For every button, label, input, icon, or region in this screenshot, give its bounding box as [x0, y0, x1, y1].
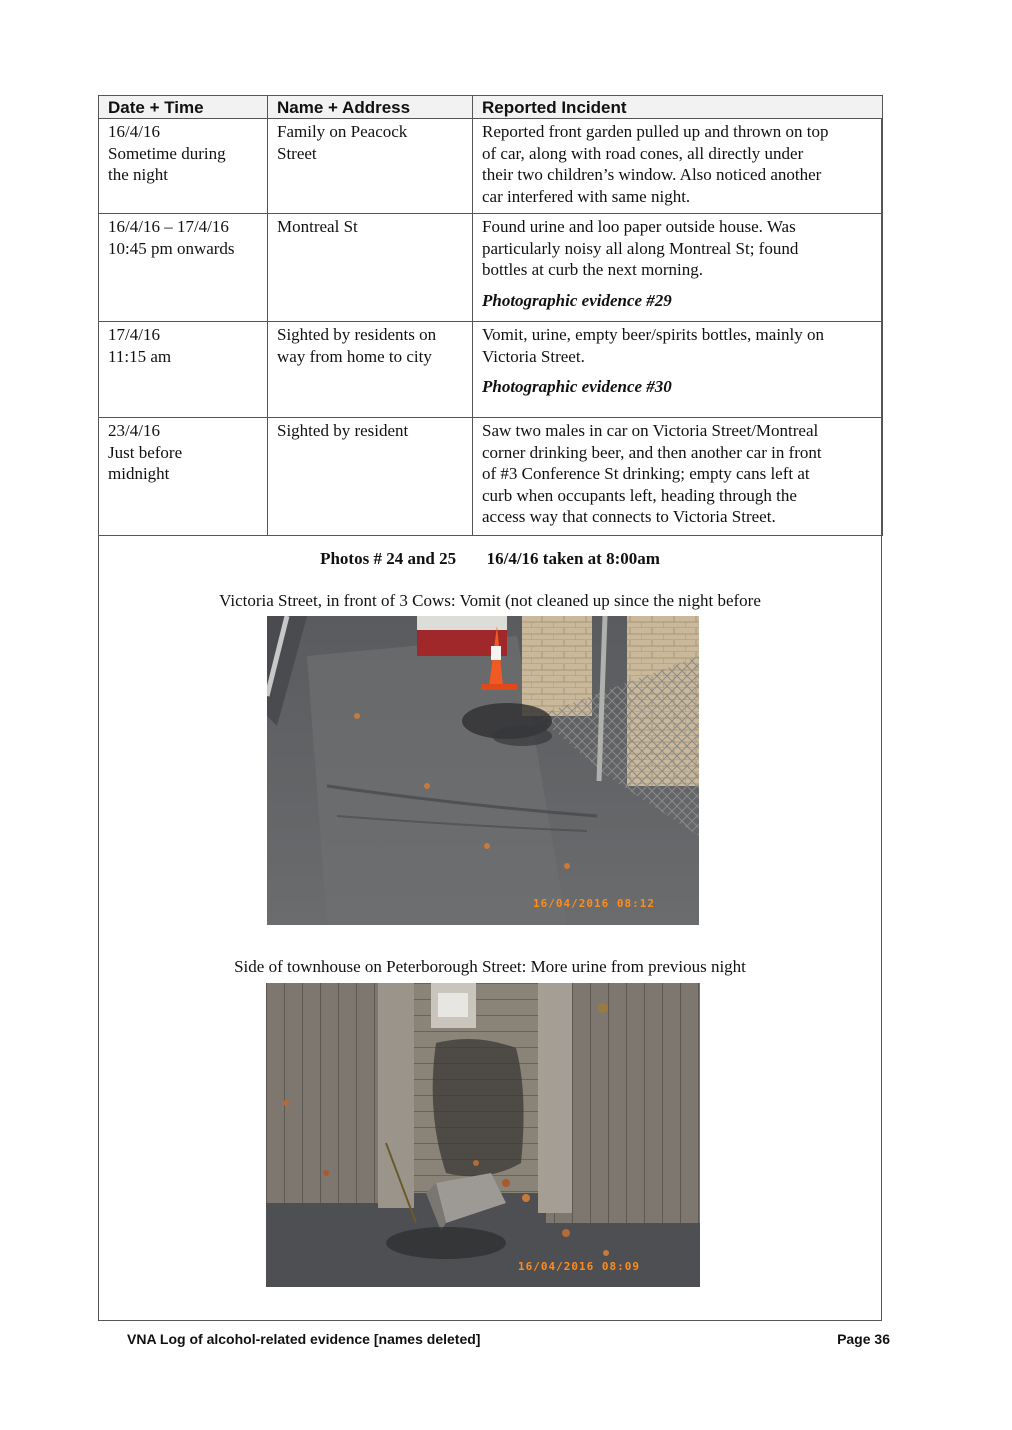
incident-line: of #3 Conference St drinking; empty cans left at: [482, 464, 810, 483]
name-line: Montreal St: [277, 217, 358, 236]
table-row: [99, 418, 883, 536]
photographic-evidence-label: Photographic evidence #29: [482, 290, 672, 310]
name-line: Family on Peacock: [277, 122, 408, 141]
incident-line: bottles at curb the next morning.: [482, 260, 703, 279]
table-row: [99, 322, 883, 418]
cell-incident: [473, 119, 883, 214]
date-line: 10:45 pm onwards: [108, 238, 235, 258]
table-row: [99, 214, 883, 322]
sidewalk-photo-illustration: [267, 616, 699, 925]
table-row: [99, 119, 883, 214]
cell-name: [268, 322, 473, 418]
date-line: Just before: [108, 442, 183, 462]
incident-line: corner drinking beer, and then another car in front: [482, 442, 822, 462]
cell-name: [268, 119, 473, 214]
photo2-caption: Side of townhouse on Peterborough Street: More urine from previous night: [234, 957, 746, 976]
name-line: Sighted by residents on: [277, 325, 437, 344]
date-line: 17/4/16: [108, 325, 160, 344]
name-line: way from home to city: [277, 346, 432, 366]
header-name-address: Name + Address: [268, 96, 473, 119]
townhouse-photo-illustration: [266, 983, 700, 1287]
photo1-timestamp: 16/04/2016 08:12: [533, 897, 655, 910]
cell-date: [99, 214, 268, 322]
photo-peterborough-street: [266, 983, 700, 1287]
cell-name: [268, 418, 473, 536]
header-reported-incident: Reported Incident: [473, 96, 883, 119]
date-line: the night: [108, 165, 168, 184]
incident-line: Vomit, urine, empty beer/spirits bottles, mainly on: [482, 325, 825, 344]
date-line: 23/4/16: [108, 421, 160, 440]
date-line: midnight: [108, 464, 170, 483]
date-line: 11:15 am: [108, 346, 172, 366]
footer-page-number: Page 36: [837, 1331, 890, 1347]
incident-line: car interfered with same night.: [482, 186, 691, 206]
cell-incident: [473, 214, 883, 322]
name-line: Sighted by resident: [277, 421, 409, 440]
header-date-time: Date + Time: [99, 96, 268, 119]
date-line: Sometime during: [108, 143, 226, 163]
photo-victoria-street: [267, 616, 699, 925]
table-header-row: [99, 96, 883, 119]
incident-line: Victoria Street.: [482, 346, 585, 366]
photo1-caption: Victoria Street, in front of 3 Cows: Vomit (not cleaned up since the night before: [219, 591, 761, 610]
incident-table: [98, 95, 883, 536]
name-line: Street: [277, 143, 317, 163]
photos-heading-left: Photos # 24 and 25: [320, 549, 457, 568]
photos-heading: [98, 549, 882, 569]
incident-line: access way that connects to Victoria Street.: [482, 507, 776, 526]
incident-line: of car, along with road cones, all directly under: [482, 143, 804, 163]
cell-incident: [473, 322, 883, 418]
incident-line: Found urine and loo paper outside house. Was: [482, 217, 796, 236]
cell-name: [268, 214, 473, 322]
footer-document-title: VNA Log of alcohol-related evidence [names deleted]: [127, 1331, 481, 1347]
photographic-evidence-label: Photographic evidence #30: [482, 377, 672, 396]
incident-line: their two children’s window. Also noticed another: [482, 165, 822, 184]
date-line: 16/4/16 – 17/4/16: [108, 217, 229, 236]
incident-line: Reported front garden pulled up and thrown on top: [482, 122, 829, 141]
incident-line: curb when occupants left, heading through the: [482, 485, 797, 505]
incident-line: particularly noisy all along Montreal St; found: [482, 238, 799, 258]
cell-date: [99, 322, 268, 418]
photo2-timestamp: 16/04/2016 08:09: [518, 1260, 640, 1273]
cell-date: [99, 119, 268, 214]
cell-date: [99, 418, 268, 536]
incident-line: Saw two males in car on Victoria Street/Montreal: [482, 421, 819, 440]
date-line: 16/4/16: [108, 122, 160, 141]
cell-incident: [473, 418, 883, 536]
photos-heading-right: 16/4/16 taken at 8:00am: [486, 549, 660, 568]
